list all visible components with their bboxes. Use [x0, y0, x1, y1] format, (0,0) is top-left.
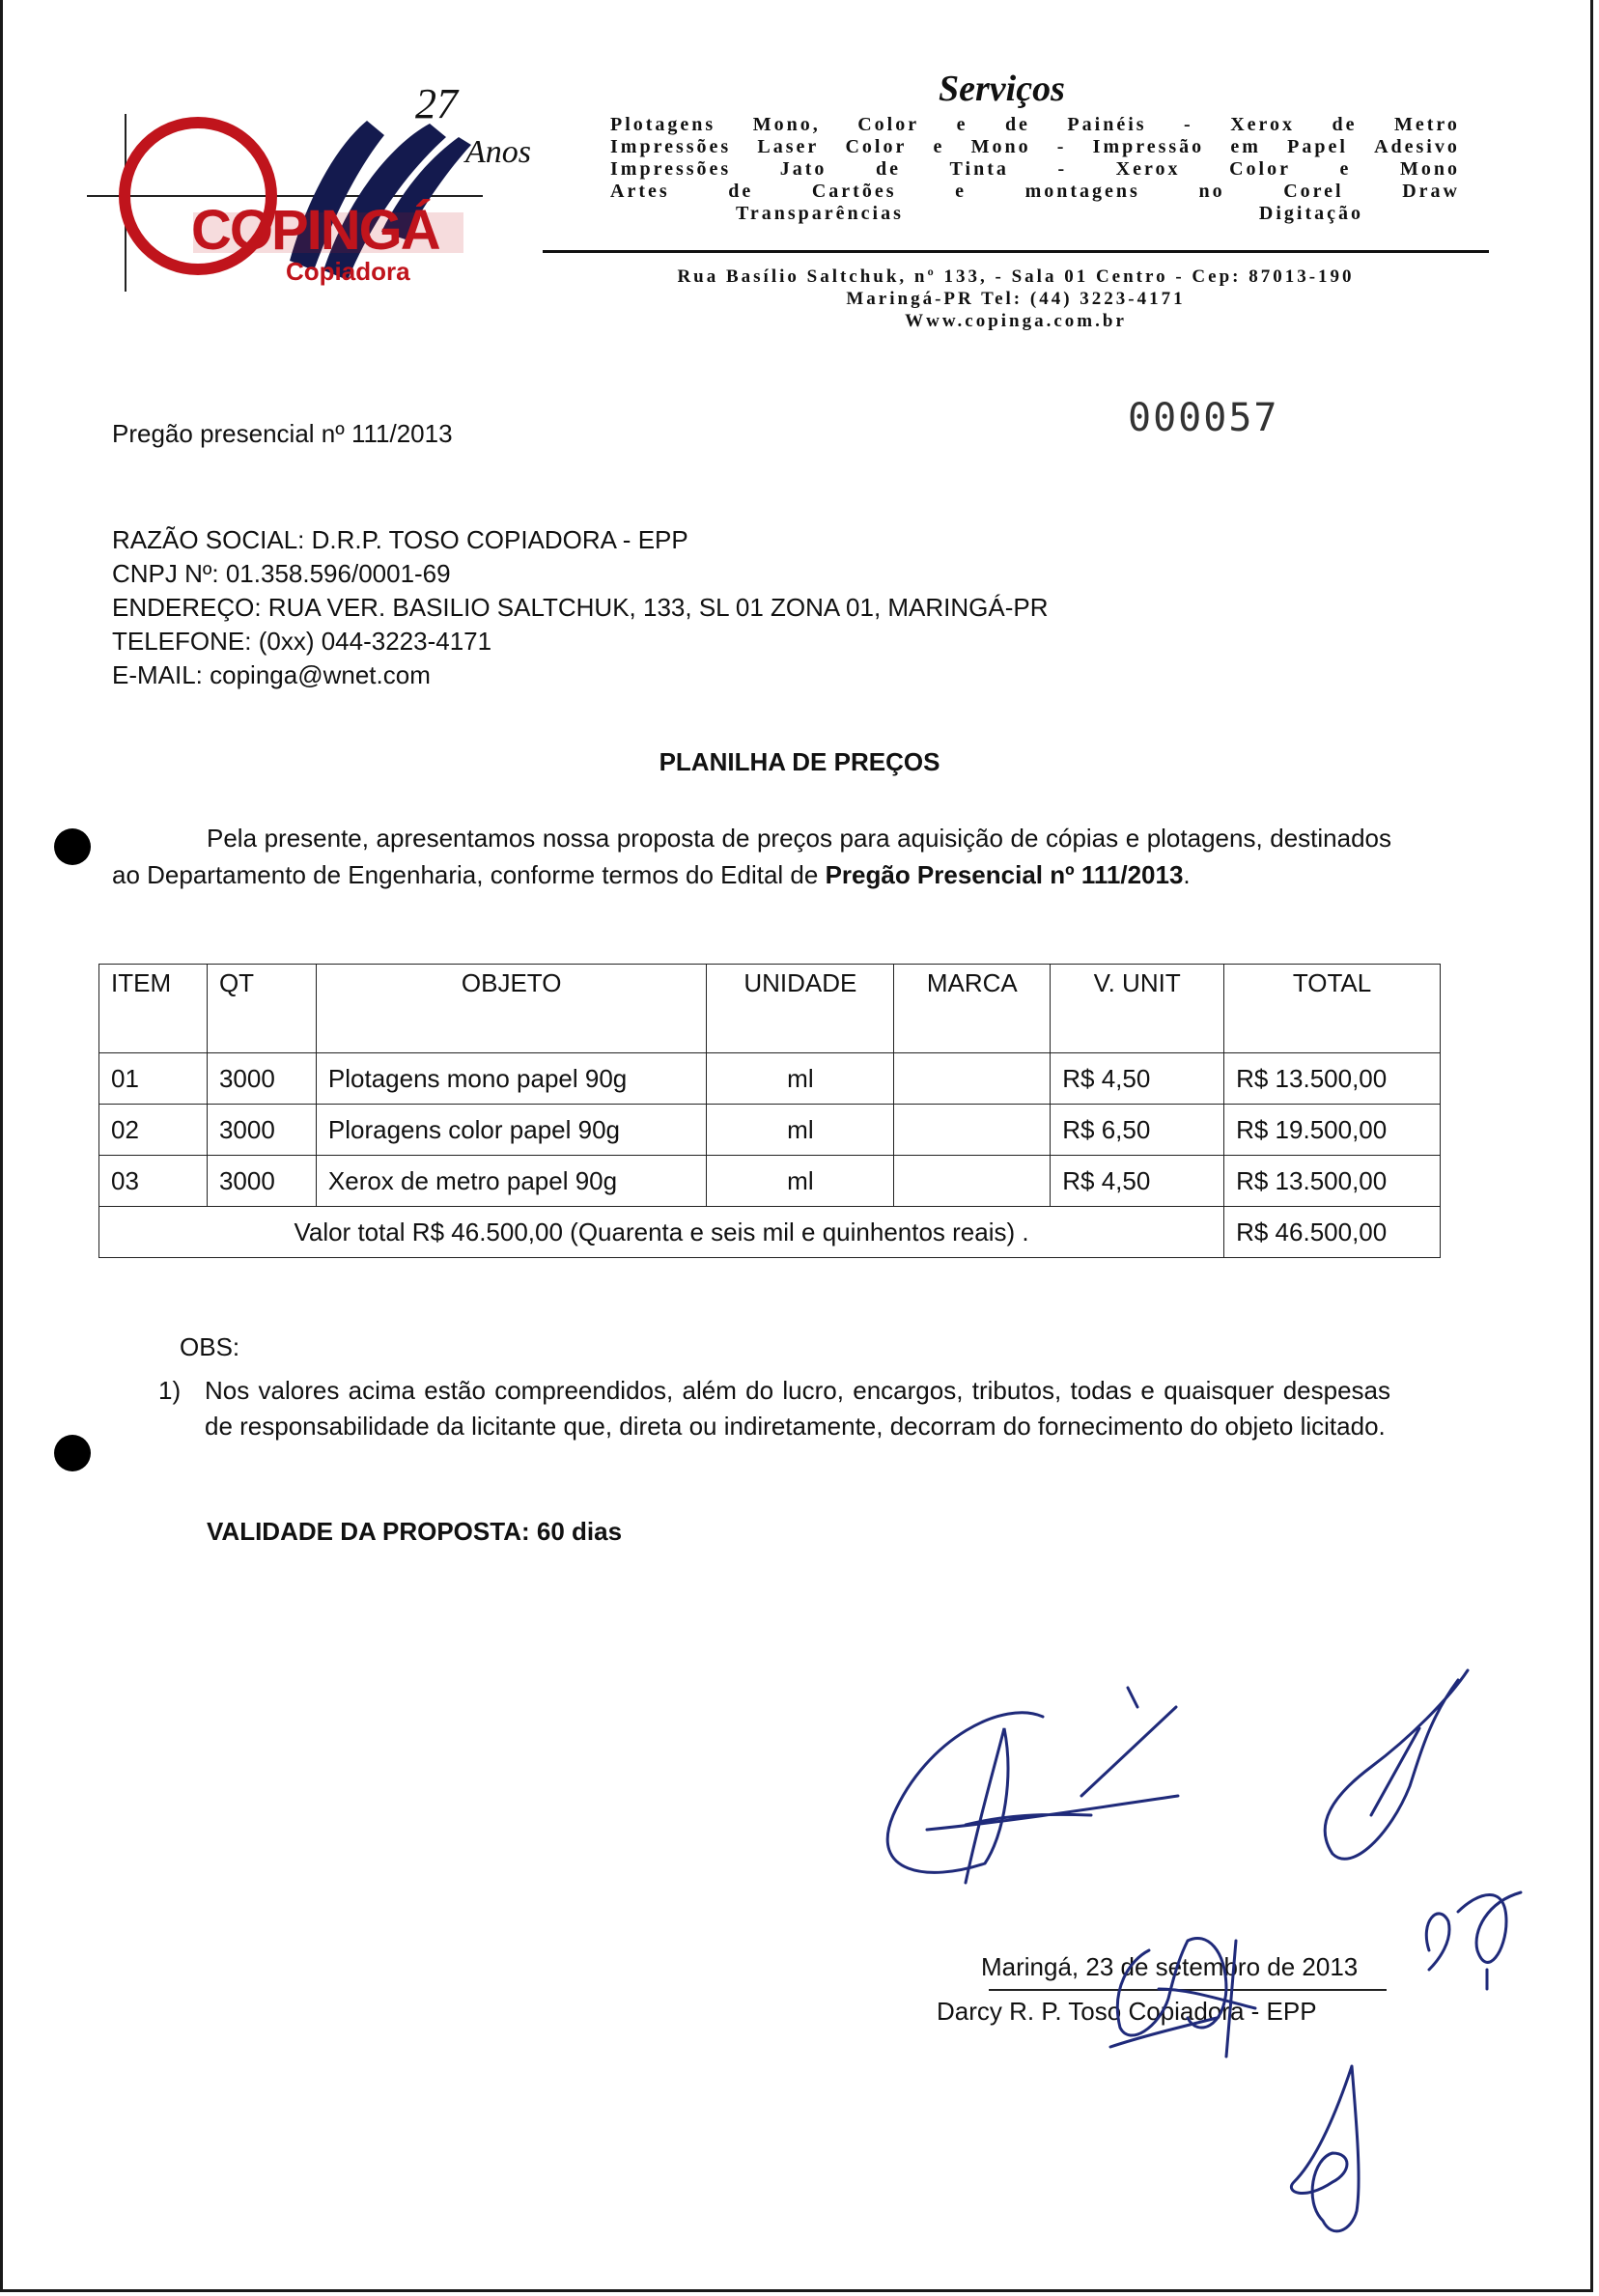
- intro-end: .: [1183, 860, 1191, 889]
- service-word: Color: [857, 114, 920, 135]
- service-word: -: [1057, 158, 1068, 180]
- cell-vunit: R$ 4,50: [1051, 1156, 1224, 1207]
- service-word: no: [1198, 181, 1225, 202]
- service-word: -: [1184, 114, 1193, 135]
- service-word: -: [1056, 136, 1067, 157]
- cell-unidade: ml: [707, 1156, 894, 1207]
- service-word: e: [933, 136, 945, 157]
- endereco: ENDEREÇO: RUA VER. BASILIO SALTCHUK, 133, SL 01 ZONA 01, MARINGÁ-PR: [112, 593, 1049, 622]
- cell-unidade: ml: [707, 1053, 894, 1105]
- initials-mark: [1325, 1670, 1468, 1859]
- cell-qt: 3000: [207, 1053, 316, 1105]
- service-word: de: [1004, 114, 1030, 135]
- pregao-number: Pregão presencial nº 111/2013: [112, 419, 453, 448]
- service-word: Digitação: [1258, 203, 1363, 224]
- address-line: Maringá-PR Tel: (44) 3223-4171: [846, 289, 1186, 309]
- service-word: em: [1230, 136, 1261, 157]
- obs-item-text: Nos valores acima estão compreendidos, além do lucro, encargos, tributos, todas e quaisquer despesas de responsabilidade da licitante que, direta ou indiretamente, decorram do fornecimento do objeto licitado.: [205, 1376, 1390, 1441]
- service-word: Jato: [779, 158, 828, 180]
- cell-objeto: Ploragens color papel 90g: [316, 1105, 707, 1156]
- cell-vunit: R$ 6,50: [1051, 1105, 1224, 1156]
- service-word: Plotagens: [610, 114, 716, 135]
- signature-overlay: [1110, 1938, 1255, 2057]
- service-word: de: [1332, 114, 1358, 135]
- place-date: Maringá, 23 de setembro de 2013: [981, 1952, 1359, 1981]
- service-word: Color: [845, 136, 908, 157]
- cell-item: 03: [99, 1156, 208, 1207]
- service-word: Artes: [610, 181, 670, 202]
- service-word: Adesivo: [1374, 136, 1460, 157]
- cell-total: R$ 13.500,00: [1224, 1053, 1441, 1105]
- total-description: Valor total R$ 46.500,00 (Quarenta e seis mil e quinhentos reais) .: [99, 1207, 1224, 1258]
- col-header-objeto: OBJETO: [316, 965, 707, 1053]
- obs-label: OBS:: [180, 1332, 240, 1361]
- razao-social: RAZÃO SOCIAL: D.R.P. TOSO COPIADORA - EPP: [112, 525, 688, 554]
- cell-objeto: Plotagens mono papel 90g: [316, 1053, 707, 1105]
- service-word: Impressões: [610, 136, 732, 157]
- intro-text: Pela presente, apresentamos nossa proposta de preços para aquisição de cópias e plotagens, destinados ao Departamento de Engenharia, conforme termos do Edital de: [112, 824, 1391, 889]
- cell-unidade: ml: [707, 1105, 894, 1156]
- service-word: Impressões: [610, 158, 732, 180]
- service-word: Transparências: [736, 203, 904, 224]
- service-word: montagens: [1024, 181, 1140, 202]
- col-header-qt: QT: [207, 965, 316, 1053]
- cell-total: R$ 13.500,00: [1224, 1156, 1441, 1207]
- service-word: Laser: [757, 136, 820, 157]
- right-initials: [1426, 1892, 1521, 1989]
- service-word: Draw: [1402, 181, 1460, 202]
- service-word: e: [1339, 158, 1352, 180]
- service-word: e: [955, 181, 967, 202]
- col-header-marca: MARCA: [894, 965, 1051, 1053]
- service-word: Xerox: [1115, 158, 1181, 180]
- service-word: Color: [1229, 158, 1291, 180]
- service-word: Xerox: [1230, 114, 1296, 135]
- service-word: Mono,: [752, 114, 821, 135]
- col-header-unidade: UNIDADE: [707, 965, 894, 1053]
- cell-qt: 3000: [207, 1156, 316, 1207]
- telefone: TELEFONE: (0xx) 044-3223-4171: [112, 627, 492, 656]
- cell-item: 01: [99, 1053, 208, 1105]
- service-word: Mono: [970, 136, 1031, 157]
- service-word: Metro: [1394, 114, 1460, 135]
- service-word: de: [728, 181, 754, 202]
- col-header-vunit: V. UNIT: [1051, 965, 1224, 1053]
- col-header-item: ITEM: [99, 965, 208, 1053]
- address-line: Www.copinga.com.br: [905, 311, 1127, 331]
- cell-total: R$ 19.500,00: [1224, 1105, 1441, 1156]
- logo-brand: COPINGÁ: [191, 199, 439, 262]
- cell-vunit: R$ 4,50: [1051, 1053, 1224, 1105]
- cell-item: 02: [99, 1105, 208, 1156]
- logo-anniversary-word: Anos: [465, 134, 531, 170]
- total-value: R$ 46.500,00: [1224, 1207, 1441, 1258]
- service-word: Corel: [1283, 181, 1344, 202]
- obs-item-number: 1): [158, 1376, 182, 1405]
- service-word: Papel: [1287, 136, 1348, 157]
- main-signature: [887, 1688, 1178, 1883]
- cnpj: CNPJ Nº: 01.358.596/0001-69: [112, 559, 451, 588]
- service-word: Cartões: [811, 181, 897, 202]
- services-title: Serviços: [939, 69, 1065, 109]
- page-title: PLANILHA DE PREÇOS: [659, 747, 940, 776]
- service-word: Painéis: [1067, 114, 1147, 135]
- signer-name: Darcy R. P. Toso Copiadora - EPP: [937, 1997, 1317, 2026]
- logo-sub: Copiadora: [286, 257, 410, 286]
- cell-qt: 3000: [207, 1105, 316, 1156]
- rubrica-mark: [1291, 2066, 1359, 2231]
- proposal-validity: VALIDADE DA PROPOSTA: 60 dias: [207, 1517, 623, 1546]
- service-word: Mono: [1399, 158, 1460, 180]
- service-word: de: [875, 158, 901, 180]
- service-word: Impressão: [1092, 136, 1205, 157]
- address-line: Rua Basílio Saltchuk, nº 133, - Sala 01 Centro - Cep: 87013-190: [677, 266, 1355, 287]
- page-stamp-number: 000057: [1128, 396, 1279, 440]
- service-word: Tinta: [949, 158, 1009, 180]
- service-word: e: [956, 114, 968, 135]
- col-header-total: TOTAL: [1224, 965, 1441, 1053]
- email: E-MAIL: copinga@wnet.com: [112, 660, 431, 689]
- intro-bold-reference: Pregão Presencial nº 111/2013: [825, 860, 1184, 889]
- cell-objeto: Xerox de metro papel 90g: [316, 1156, 707, 1207]
- logo-anniversary-number: 27: [415, 80, 458, 127]
